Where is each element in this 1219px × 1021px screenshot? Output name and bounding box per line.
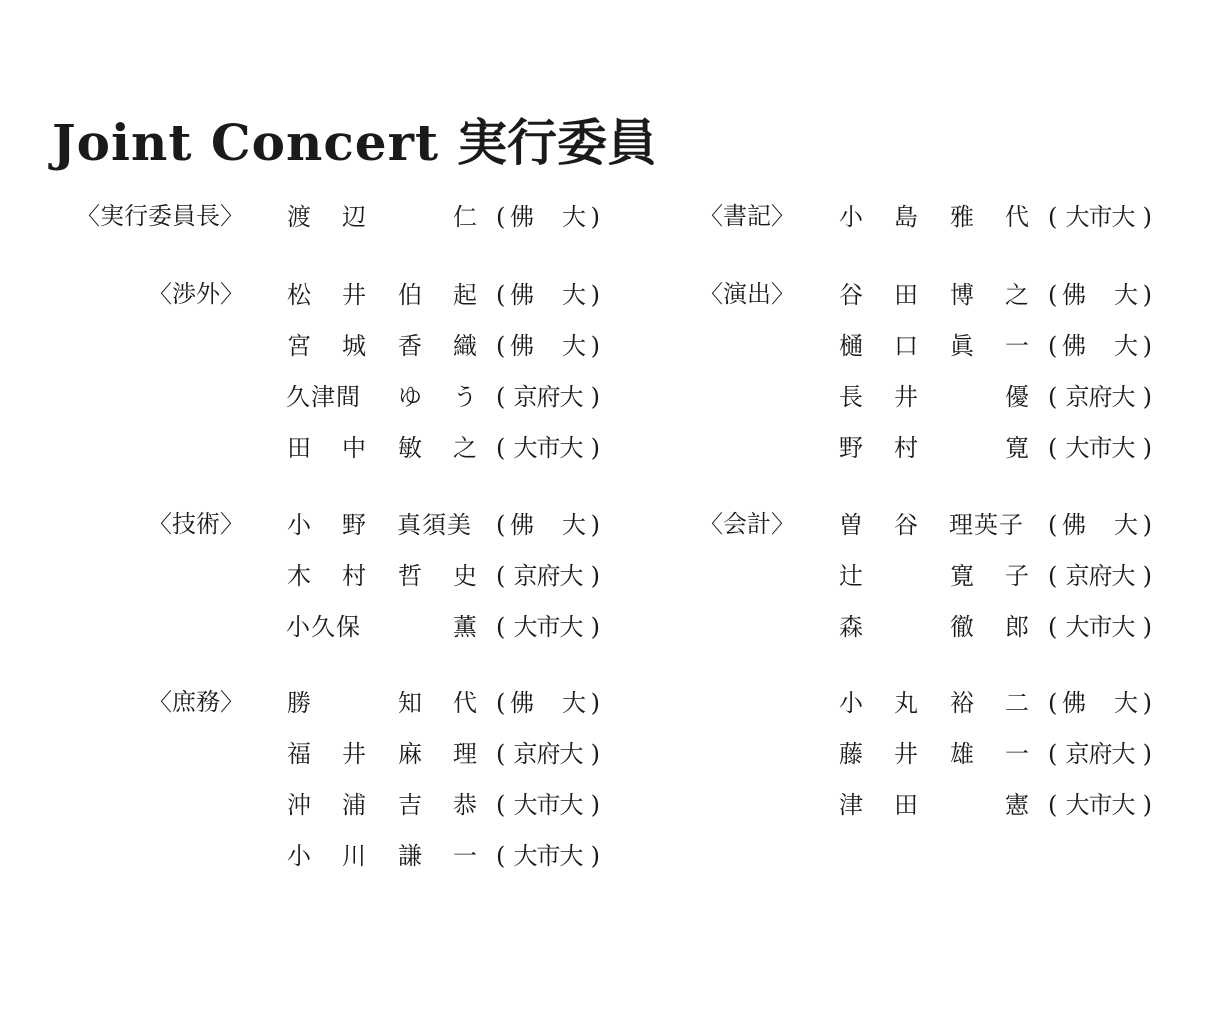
affiliation <box>1048 790 1152 820</box>
paren-open: ( <box>1048 332 1058 360</box>
role-label: 〈技術〉 <box>148 510 244 538</box>
paren-close: ) <box>1142 613 1152 641</box>
affiliation <box>496 510 600 540</box>
member-name <box>286 688 479 718</box>
affiliation-part: 大 <box>1114 511 1138 539</box>
name-part: 田 <box>894 791 918 819</box>
paren-open: ( <box>496 203 506 231</box>
affiliation <box>496 202 600 232</box>
member-name <box>286 433 479 463</box>
affiliation-part: 京府大 <box>1065 740 1135 768</box>
member-name <box>838 202 1031 232</box>
paren-close: ) <box>590 383 600 411</box>
paren-open: ( <box>496 332 506 360</box>
paren-close: ) <box>1142 689 1152 717</box>
paren-close: ) <box>590 740 600 768</box>
name-part: 木 <box>287 562 311 590</box>
paren-close: ) <box>1142 281 1152 309</box>
member-name <box>838 790 1031 820</box>
name-part: 博 <box>950 281 974 309</box>
name-part: 小 <box>287 842 311 870</box>
name-part: 谷 <box>894 511 918 539</box>
paren-close: ) <box>1142 511 1152 539</box>
name-part: 仁 <box>453 203 477 231</box>
name-part: 雅 <box>950 203 974 231</box>
affiliation-part: 大市大 <box>1065 203 1135 231</box>
name-part: 長 <box>839 383 863 411</box>
name-part: 久津間 <box>286 383 361 411</box>
name-part: 田 <box>894 281 918 309</box>
affiliation-part: 京府大 <box>513 562 583 590</box>
paren-open: ( <box>496 281 506 309</box>
affiliation-part: 佛 <box>510 203 534 231</box>
name-part: 謙 <box>398 842 422 870</box>
name-part: 眞 <box>950 332 974 360</box>
affiliation <box>496 739 600 769</box>
paren-close: ) <box>1142 332 1152 360</box>
title-latin: Joint Concert <box>52 113 440 172</box>
affiliation <box>1048 561 1152 591</box>
member-name <box>838 739 1031 769</box>
name-part: 小久保 <box>286 613 361 641</box>
affiliation <box>496 841 600 871</box>
name-part: 谷 <box>839 281 863 309</box>
affiliation-part: 大市大 <box>513 842 583 870</box>
paren-open: ( <box>1048 434 1058 462</box>
affiliation <box>496 688 600 718</box>
member-name <box>286 202 479 232</box>
name-part: 藤 <box>839 740 863 768</box>
member-name <box>286 841 479 871</box>
affiliation-part: 大市大 <box>513 791 583 819</box>
name-part: 松 <box>287 281 311 309</box>
paren-open: ( <box>1048 740 1058 768</box>
name-part: 一 <box>1005 740 1029 768</box>
affiliation-part: 佛 <box>1062 281 1086 309</box>
affiliation <box>496 382 600 412</box>
name-part: 史 <box>453 562 477 590</box>
member-name <box>838 280 1031 310</box>
affiliation-part: 佛 <box>510 689 534 717</box>
member-name <box>838 331 1031 361</box>
name-part: ゆ <box>398 383 422 411</box>
member-name <box>286 612 479 642</box>
affiliation-part: 大市大 <box>1065 434 1135 462</box>
affiliation <box>496 612 600 642</box>
name-part: う <box>453 383 477 411</box>
name-part: 井 <box>342 740 366 768</box>
member-name <box>286 382 479 412</box>
paren-open: ( <box>496 740 506 768</box>
name-part: 小 <box>839 689 863 717</box>
affiliation-part: 佛 <box>510 281 534 309</box>
affiliation-part: 大 <box>1114 332 1138 360</box>
paren-close: ) <box>590 203 600 231</box>
name-part: 森 <box>839 613 863 641</box>
paren-open: ( <box>496 562 506 590</box>
affiliation-part: 大 <box>562 203 586 231</box>
paren-close: ) <box>590 791 600 819</box>
member-name <box>286 331 479 361</box>
name-part: 井 <box>894 383 918 411</box>
name-part: 城 <box>342 332 366 360</box>
paren-close: ) <box>1142 791 1152 819</box>
name-part: 井 <box>342 281 366 309</box>
paren-open: ( <box>1048 689 1058 717</box>
name-part: 哲 <box>398 562 422 590</box>
name-part: 雄 <box>950 740 974 768</box>
name-part: 中 <box>342 434 366 462</box>
affiliation-part: 大 <box>562 281 586 309</box>
affiliation-part: 大 <box>1114 281 1138 309</box>
role-label: 〈庶務〉 <box>148 688 244 716</box>
affiliation <box>496 433 600 463</box>
paren-open: ( <box>496 434 506 462</box>
name-part: 津 <box>839 791 863 819</box>
name-part: 寛 <box>1005 434 1029 462</box>
name-part: 恭 <box>453 791 477 819</box>
paren-close: ) <box>1142 203 1152 231</box>
affiliation <box>1048 612 1152 642</box>
name-part: 薫 <box>453 613 477 641</box>
name-part: 野 <box>342 511 366 539</box>
affiliation-part: 大市大 <box>513 434 583 462</box>
name-part: 村 <box>894 434 918 462</box>
name-part: 曽 <box>839 511 863 539</box>
paren-open: ( <box>1048 203 1058 231</box>
paren-close: ) <box>590 842 600 870</box>
member-name <box>286 790 479 820</box>
name-part: 小 <box>287 511 311 539</box>
paren-open: ( <box>1048 511 1058 539</box>
name-part: 之 <box>453 434 477 462</box>
paren-close: ) <box>1142 383 1152 411</box>
name-part: 代 <box>453 689 477 717</box>
name-part: 一 <box>1005 332 1029 360</box>
paren-open: ( <box>1048 281 1058 309</box>
affiliation-part: 佛 <box>1062 689 1086 717</box>
paren-open: ( <box>1048 562 1058 590</box>
paren-open: ( <box>496 689 506 717</box>
name-part: 宮 <box>287 332 311 360</box>
member-name <box>838 510 1031 540</box>
affiliation <box>496 331 600 361</box>
name-part: 島 <box>894 203 918 231</box>
affiliation <box>1048 433 1152 463</box>
affiliation <box>496 790 600 820</box>
paren-open: ( <box>496 613 506 641</box>
paren-open: ( <box>496 383 506 411</box>
affiliation-part: 佛 <box>510 332 534 360</box>
name-part: 樋 <box>839 332 863 360</box>
name-part: 小 <box>839 203 863 231</box>
paren-close: ) <box>590 434 600 462</box>
page-title <box>52 113 658 172</box>
member-name <box>838 561 1031 591</box>
name-part: 田 <box>287 434 311 462</box>
paren-close: ) <box>1142 434 1152 462</box>
name-part: 渡 <box>287 203 311 231</box>
name-part: 二 <box>1005 689 1029 717</box>
affiliation <box>1048 382 1152 412</box>
name-part: 郎 <box>1005 613 1029 641</box>
affiliation <box>1048 331 1152 361</box>
affiliation <box>1048 510 1152 540</box>
affiliation-part: 佛 <box>510 511 534 539</box>
name-part: 辺 <box>342 203 366 231</box>
name-part: 優 <box>1005 383 1029 411</box>
title-japanese: 実行委員 <box>457 113 658 172</box>
member-name <box>286 280 479 310</box>
member-name <box>286 510 479 540</box>
paren-close: ) <box>590 281 600 309</box>
name-part: 福 <box>287 740 311 768</box>
name-part: 丸 <box>894 689 918 717</box>
name-part: 代 <box>1005 203 1029 231</box>
name-part: 勝 <box>287 689 311 717</box>
paren-open: ( <box>1048 383 1058 411</box>
name-part: 辻 <box>839 562 863 590</box>
affiliation <box>496 280 600 310</box>
paren-close: ) <box>1142 740 1152 768</box>
paren-open: ( <box>496 791 506 819</box>
affiliation-part: 大市大 <box>1065 613 1135 641</box>
name-part: 一 <box>453 842 477 870</box>
role-label: 〈実行委員長〉 <box>76 202 244 230</box>
member-name <box>838 612 1031 642</box>
name-part: 子 <box>1005 562 1029 590</box>
paren-close: ) <box>590 613 600 641</box>
affiliation <box>1048 739 1152 769</box>
paren-close: ) <box>1142 562 1152 590</box>
affiliation-part: 大 <box>562 689 586 717</box>
name-part: 裕 <box>950 689 974 717</box>
paren-close: ) <box>590 332 600 360</box>
role-label: 〈会計〉 <box>699 510 795 538</box>
member-name <box>838 433 1031 463</box>
affiliation-part: 大市大 <box>1065 791 1135 819</box>
affiliation-part: 京府大 <box>1065 562 1135 590</box>
affiliation <box>1048 280 1152 310</box>
name-part: 伯 <box>398 281 422 309</box>
name-part: 川 <box>342 842 366 870</box>
name-part: 村 <box>342 562 366 590</box>
paren-open: ( <box>496 842 506 870</box>
name-part: 憲 <box>1005 791 1029 819</box>
name-part: 井 <box>894 740 918 768</box>
affiliation-part: 京府大 <box>1065 383 1135 411</box>
affiliation-part: 佛 <box>1062 332 1086 360</box>
name-part: 吉 <box>398 791 422 819</box>
member-name <box>838 382 1031 412</box>
name-part: 沖 <box>287 791 311 819</box>
name-part: 之 <box>1005 281 1029 309</box>
name-part: 理英子 <box>949 511 1024 539</box>
name-part: 敏 <box>398 434 422 462</box>
name-part: 真須美 <box>397 511 472 539</box>
paren-open: ( <box>1048 791 1058 819</box>
affiliation-part: 大 <box>1114 689 1138 717</box>
paren-open: ( <box>1048 613 1058 641</box>
affiliation-part: 大市大 <box>513 613 583 641</box>
name-part: 麻 <box>398 740 422 768</box>
name-part: 理 <box>453 740 477 768</box>
name-part: 浦 <box>342 791 366 819</box>
name-part: 野 <box>839 434 863 462</box>
paren-close: ) <box>590 689 600 717</box>
name-part: 織 <box>453 332 477 360</box>
member-name <box>286 739 479 769</box>
paren-close: ) <box>590 511 600 539</box>
paren-open: ( <box>496 511 506 539</box>
role-label: 〈演出〉 <box>699 280 795 308</box>
name-part: 香 <box>398 332 422 360</box>
name-part: 起 <box>453 281 477 309</box>
name-part: 口 <box>894 332 918 360</box>
name-part: 寛 <box>950 562 974 590</box>
member-name <box>838 688 1031 718</box>
name-part: 知 <box>398 689 422 717</box>
affiliation-part: 京府大 <box>513 383 583 411</box>
affiliation <box>1048 202 1152 232</box>
affiliation <box>496 561 600 591</box>
role-label: 〈書記〉 <box>699 202 795 230</box>
affiliation-part: 佛 <box>1062 511 1086 539</box>
affiliation-part: 大 <box>562 332 586 360</box>
member-name <box>286 561 479 591</box>
name-part: 徹 <box>950 613 974 641</box>
paren-close: ) <box>590 562 600 590</box>
affiliation <box>1048 688 1152 718</box>
affiliation-part: 京府大 <box>513 740 583 768</box>
role-label: 〈渉外〉 <box>148 280 244 308</box>
affiliation-part: 大 <box>562 511 586 539</box>
